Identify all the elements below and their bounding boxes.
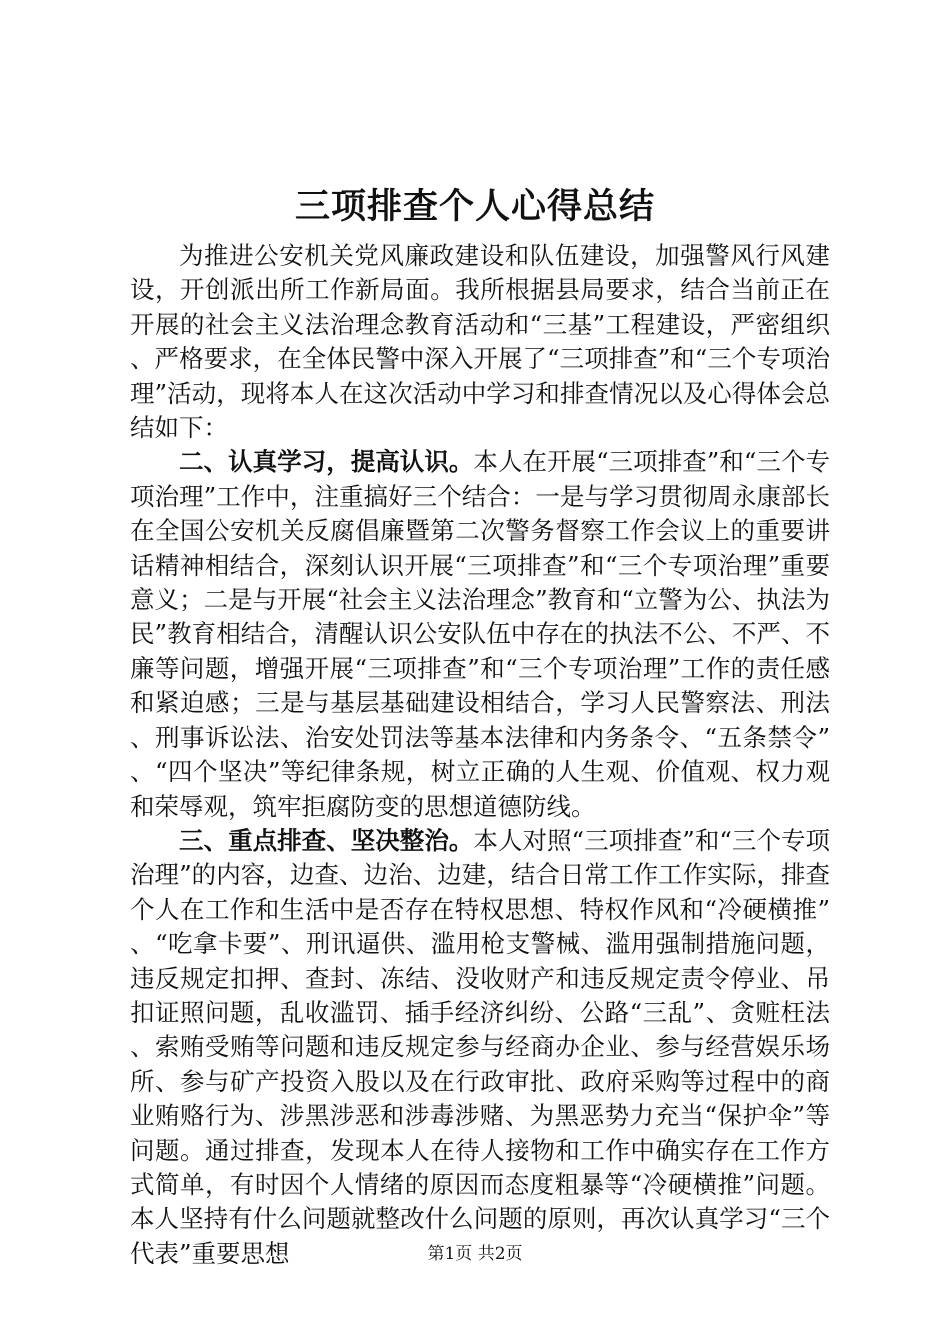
paragraph-section-three — [130, 824, 830, 1271]
paragraph-intro — [130, 239, 830, 445]
section-three-text: 本人对照“三项排查”和“三个专项治理”的内容，边查、边治、边建，结合日常工作工作实际，排查个人在工作和生活中是否存在特权思想、特权作风和“冷硬横推”、“吃拿卡要”、刑讯逼供、滥用枪支警械、滥用强制措施问题，违反规定扣押、查封、冻结、没收财产和违反规定责令停业、吊扣证照问题，乱收滥罚、插手经济纠纷、公路“三乱”、贪赃枉法、索贿受贿等问题和违反规定参与经商办企业、参与经营娱乐场所、参与矿产投资入股以及在行政审批、政府采购等过程中的商业贿赂行为、涉黑涉恶和涉毒涉赌、为黑恶势力充当“保护伞”等问题。通过排查，发现本人在待人接物和工作中确实存在工作方式简单，有时因个人情绪的原因而态度粗暴等“冷硬横推”问题。本人坚持有什么问题就整改什么问题的原则，再次认真学习“三个代表”重要思想 — [130, 825, 831, 1268]
paragraph-section-two — [130, 445, 830, 823]
section-two-text: 本人在开展“三项排查”和“三个专项治理”工作中，注重搞好三个结合：一是与学习贯彻周永康部长在全国公安机关反腐倡廉暨第二次警务督察工作会议上的重要讲话精神相结合，深刻认识开展“三项排查”和“三个专项治理”重要意义；二是与开展“社会主义法治理念”教育和“立警为公、执法为民”教育相结合，清醒认识公安队伍中存在的执法不公、不严、不廉等问题，增强开展“三项排查”和“三个专项治理”工作的责任感和紧迫感；三是与基层基础建设相结合，学习人民警察法、刑法、刑事诉讼法、治安处罚法等基本法律和内务条令、“五条禁令”、“四个坚决”等纪律条规，树立正确的人生观、价值观、权力观和荣辱观，筑牢拒腐防变的思想道德防线。 — [130, 447, 831, 821]
section-two-heading: 二、认真学习，提高认识。 — [179, 447, 474, 477]
document-title: 三项排查个人心得总结 — [294, 186, 655, 227]
page-footer: 第1页 共2页 — [427, 1244, 523, 1264]
paragraph-intro-text: 为推进公安机关党风廉政建设和队伍建设，加强警风行风建设，开创派出所工作新局面。我所根据县局要求，结合当前正在开展的社会主义法治理念教育活动和“三基”工程建设，严密组织、严格要求，在全体民警中深入开展了“三项排查”和“三个专项治理”活动，现将本人在这次活动中学习和排查情况以及心得体会总结如下： — [130, 241, 830, 443]
document-body — [130, 239, 830, 1271]
section-three-heading: 三、重点排查、坚决整治。 — [179, 825, 474, 855]
